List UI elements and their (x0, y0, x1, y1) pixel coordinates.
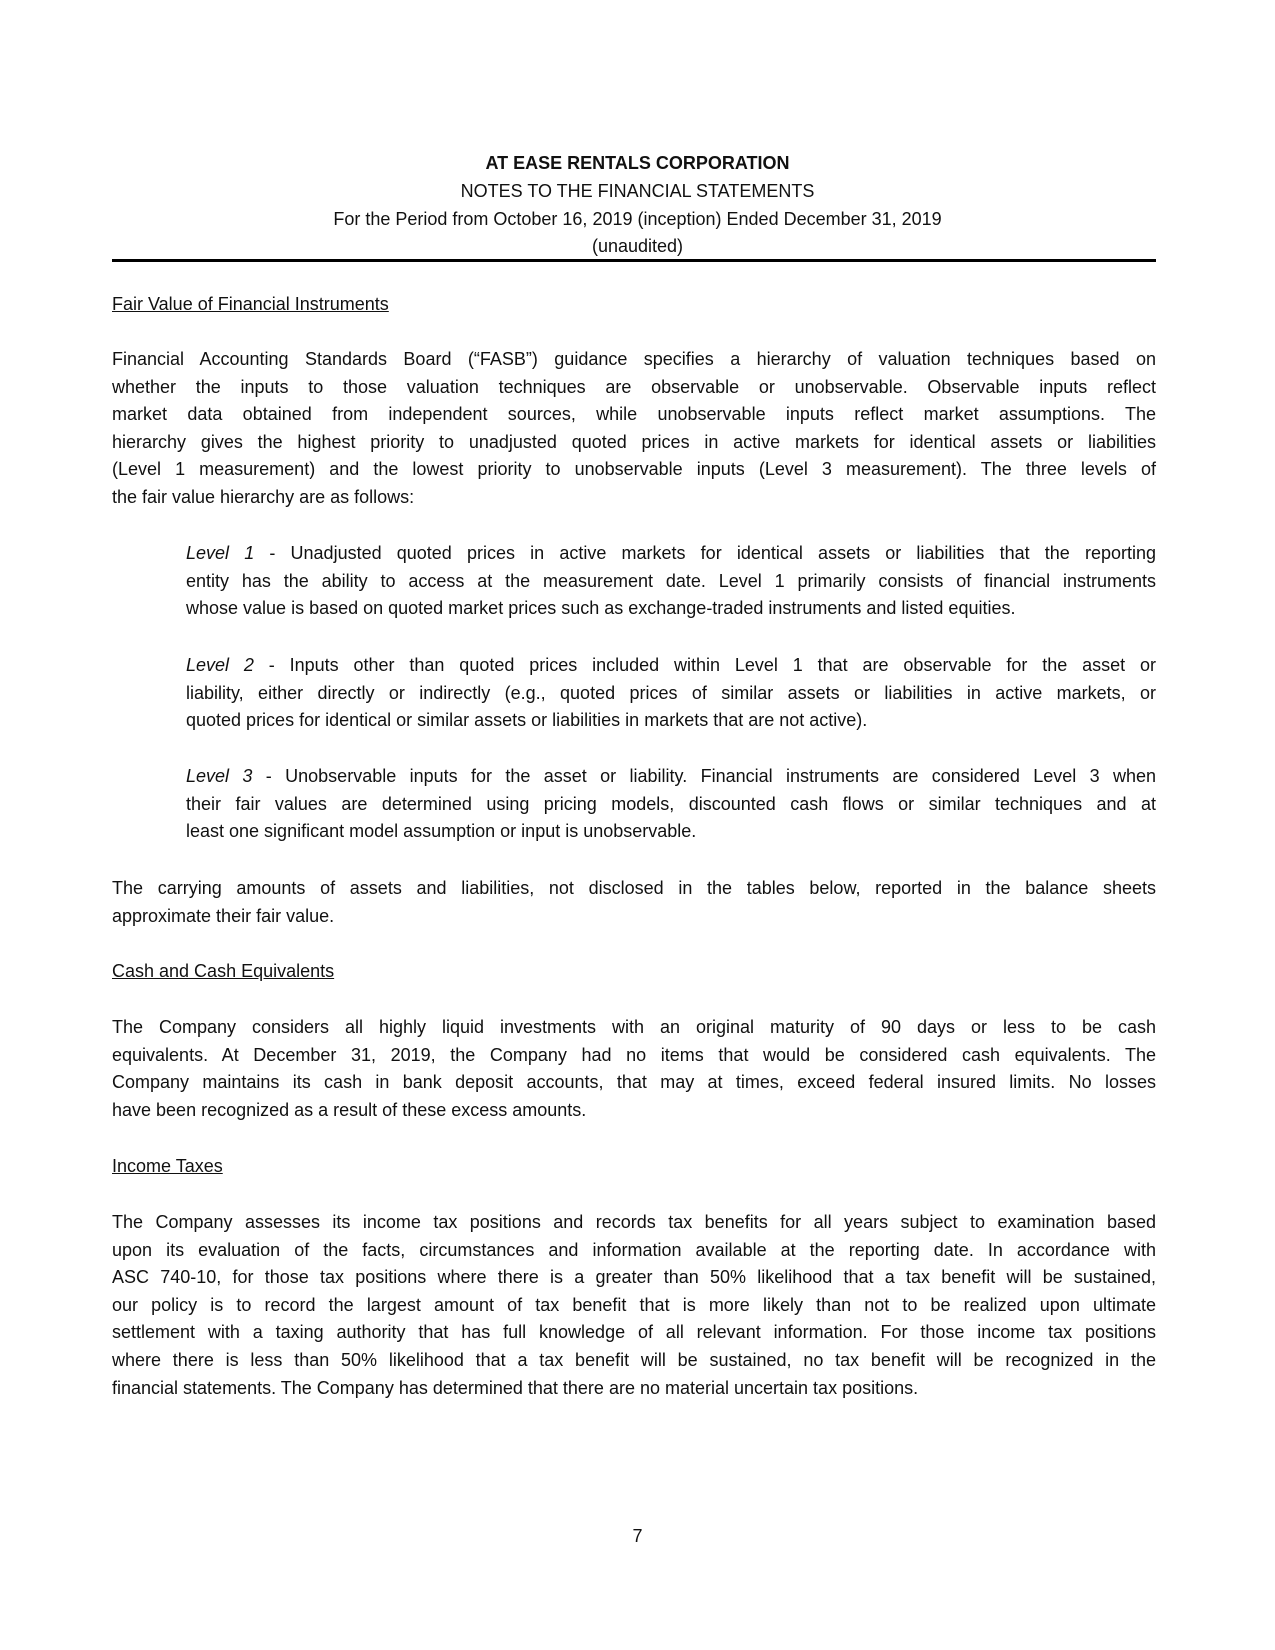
level-label: Level 1 (186, 543, 255, 563)
text-line: settlement with a taxing authority that has full knowledge of all relevant information. For those income tax positions (112, 1322, 1156, 1343)
text-line (186, 540, 1156, 568)
text-line: quoted prices for identical or similar assets or liabilities in markets that are not active). (186, 710, 868, 731)
text-line: financial statements. The Company has determined that there are no material uncertain tax positions. (112, 1377, 919, 1398)
document-subtitle: NOTES TO THE FINANCIAL STATEMENTS (460, 181, 815, 201)
header-divider (112, 259, 1156, 262)
text-line: whose value is based on quoted market prices such as exchange-traded instruments and listed equities. (186, 598, 1016, 619)
level-label: Level 2 (186, 655, 254, 675)
text-line: (Level 1 measurement) and the lowest priority to unobservable inputs (Level 3 measurement). The three levels of (112, 459, 1156, 480)
text-line: hierarchy gives the highest priority to unadjusted quoted prices in active markets for identical assets or liabilities (112, 431, 1156, 452)
text-line: The carrying amounts of assets and liabilities, not disclosed in the tables below, reported in the balance sheets (112, 878, 1156, 898)
level-1-definition (186, 540, 1156, 623)
audit-status: (unaudited) (591, 236, 684, 256)
fair-value-closing (112, 875, 1156, 930)
text-line: our policy is to record the largest amount of tax benefit that is more likely than not to be realized upon ultimate (112, 1294, 1156, 1315)
text-line (186, 763, 1156, 791)
level-label: Level 3 (186, 766, 253, 786)
text-line: upon its evaluation of the facts, circumstances and information available at the reporting date. In accordance with (112, 1239, 1156, 1260)
text-line: least one significant model assumption or input is unobservable. (186, 821, 697, 842)
text-line: Financial Accounting Standards Board (“FASB”) guidance specifies a hierarchy of valuation techniques based on (112, 349, 1156, 369)
text-line: Company maintains its cash in bank deposit accounts, that may at times, exceed federal insured limits. No losses (112, 1072, 1156, 1093)
level-2-definition (186, 652, 1156, 735)
section-heading-cash: Cash and Cash Equivalents (112, 961, 335, 981)
cash-paragraph (112, 1014, 1156, 1124)
text-line: whether the inputs to those valuation techniques are observable or unobservable. Observable inputs reflect (112, 376, 1156, 397)
page-number: 7 (632, 1526, 643, 1546)
text-line: the fair value hierarchy are as follows: (112, 486, 415, 507)
text-line: market data obtained from independent sources, while unobservable inputs reflect market assumptions. The (112, 404, 1156, 425)
level-text: - Unobservable inputs for the asset or liability. Financial instruments are considered Level 3 when (252, 766, 1157, 786)
company-name: AT EASE RENTALS CORPORATION (485, 153, 790, 173)
level-3-definition (186, 763, 1156, 846)
text-line: have been recognized as a result of these excess amounts. (112, 1099, 587, 1120)
income-taxes-paragraph (112, 1209, 1156, 1402)
reporting-period: For the Period from October 16, 2019 (inception) Ended December 31, 2019 (333, 209, 942, 229)
level-text: - Unadjusted quoted prices in active markets for identical assets or liabilities that the reporting (254, 543, 1157, 563)
text-line: The Company considers all highly liquid investments with an original maturity of 90 days or less to be cash (112, 1017, 1156, 1037)
text-line: ASC 740-10, for those tax positions where there is a greater than 50% likelihood that a tax benefit will be sustained, (112, 1267, 1156, 1288)
text-line: equivalents. At December 31, 2019, the Company had no items that would be considered cash equivalents. The (112, 1044, 1156, 1065)
level-text: - Inputs other than quoted prices included within Level 1 that are observable for the asset or (253, 655, 1156, 675)
text-line: liability, either directly or indirectly (e.g., quoted prices of similar assets or liabilities in active markets, or (186, 682, 1156, 703)
text-line: The Company assesses its income tax positions and records tax benefits for all years subject to examination based (112, 1212, 1156, 1232)
text-line: approximate their fair value. (112, 905, 335, 926)
section-heading-fair-value: Fair Value of Financial Instruments (112, 294, 389, 314)
text-line (186, 652, 1156, 680)
section-heading-income-taxes: Income Taxes (112, 1156, 223, 1176)
text-line: their fair values are determined using pricing models, discounted cash flows or similar techniques and at (186, 793, 1156, 814)
fair-value-intro (112, 346, 1156, 512)
text-line: where there is less than 50% likelihood that a tax benefit will be sustained, no tax benefit will be recognized in the (112, 1349, 1156, 1370)
text-line: entity has the ability to access at the measurement date. Level 1 primarily consists of financial instruments (186, 570, 1156, 591)
